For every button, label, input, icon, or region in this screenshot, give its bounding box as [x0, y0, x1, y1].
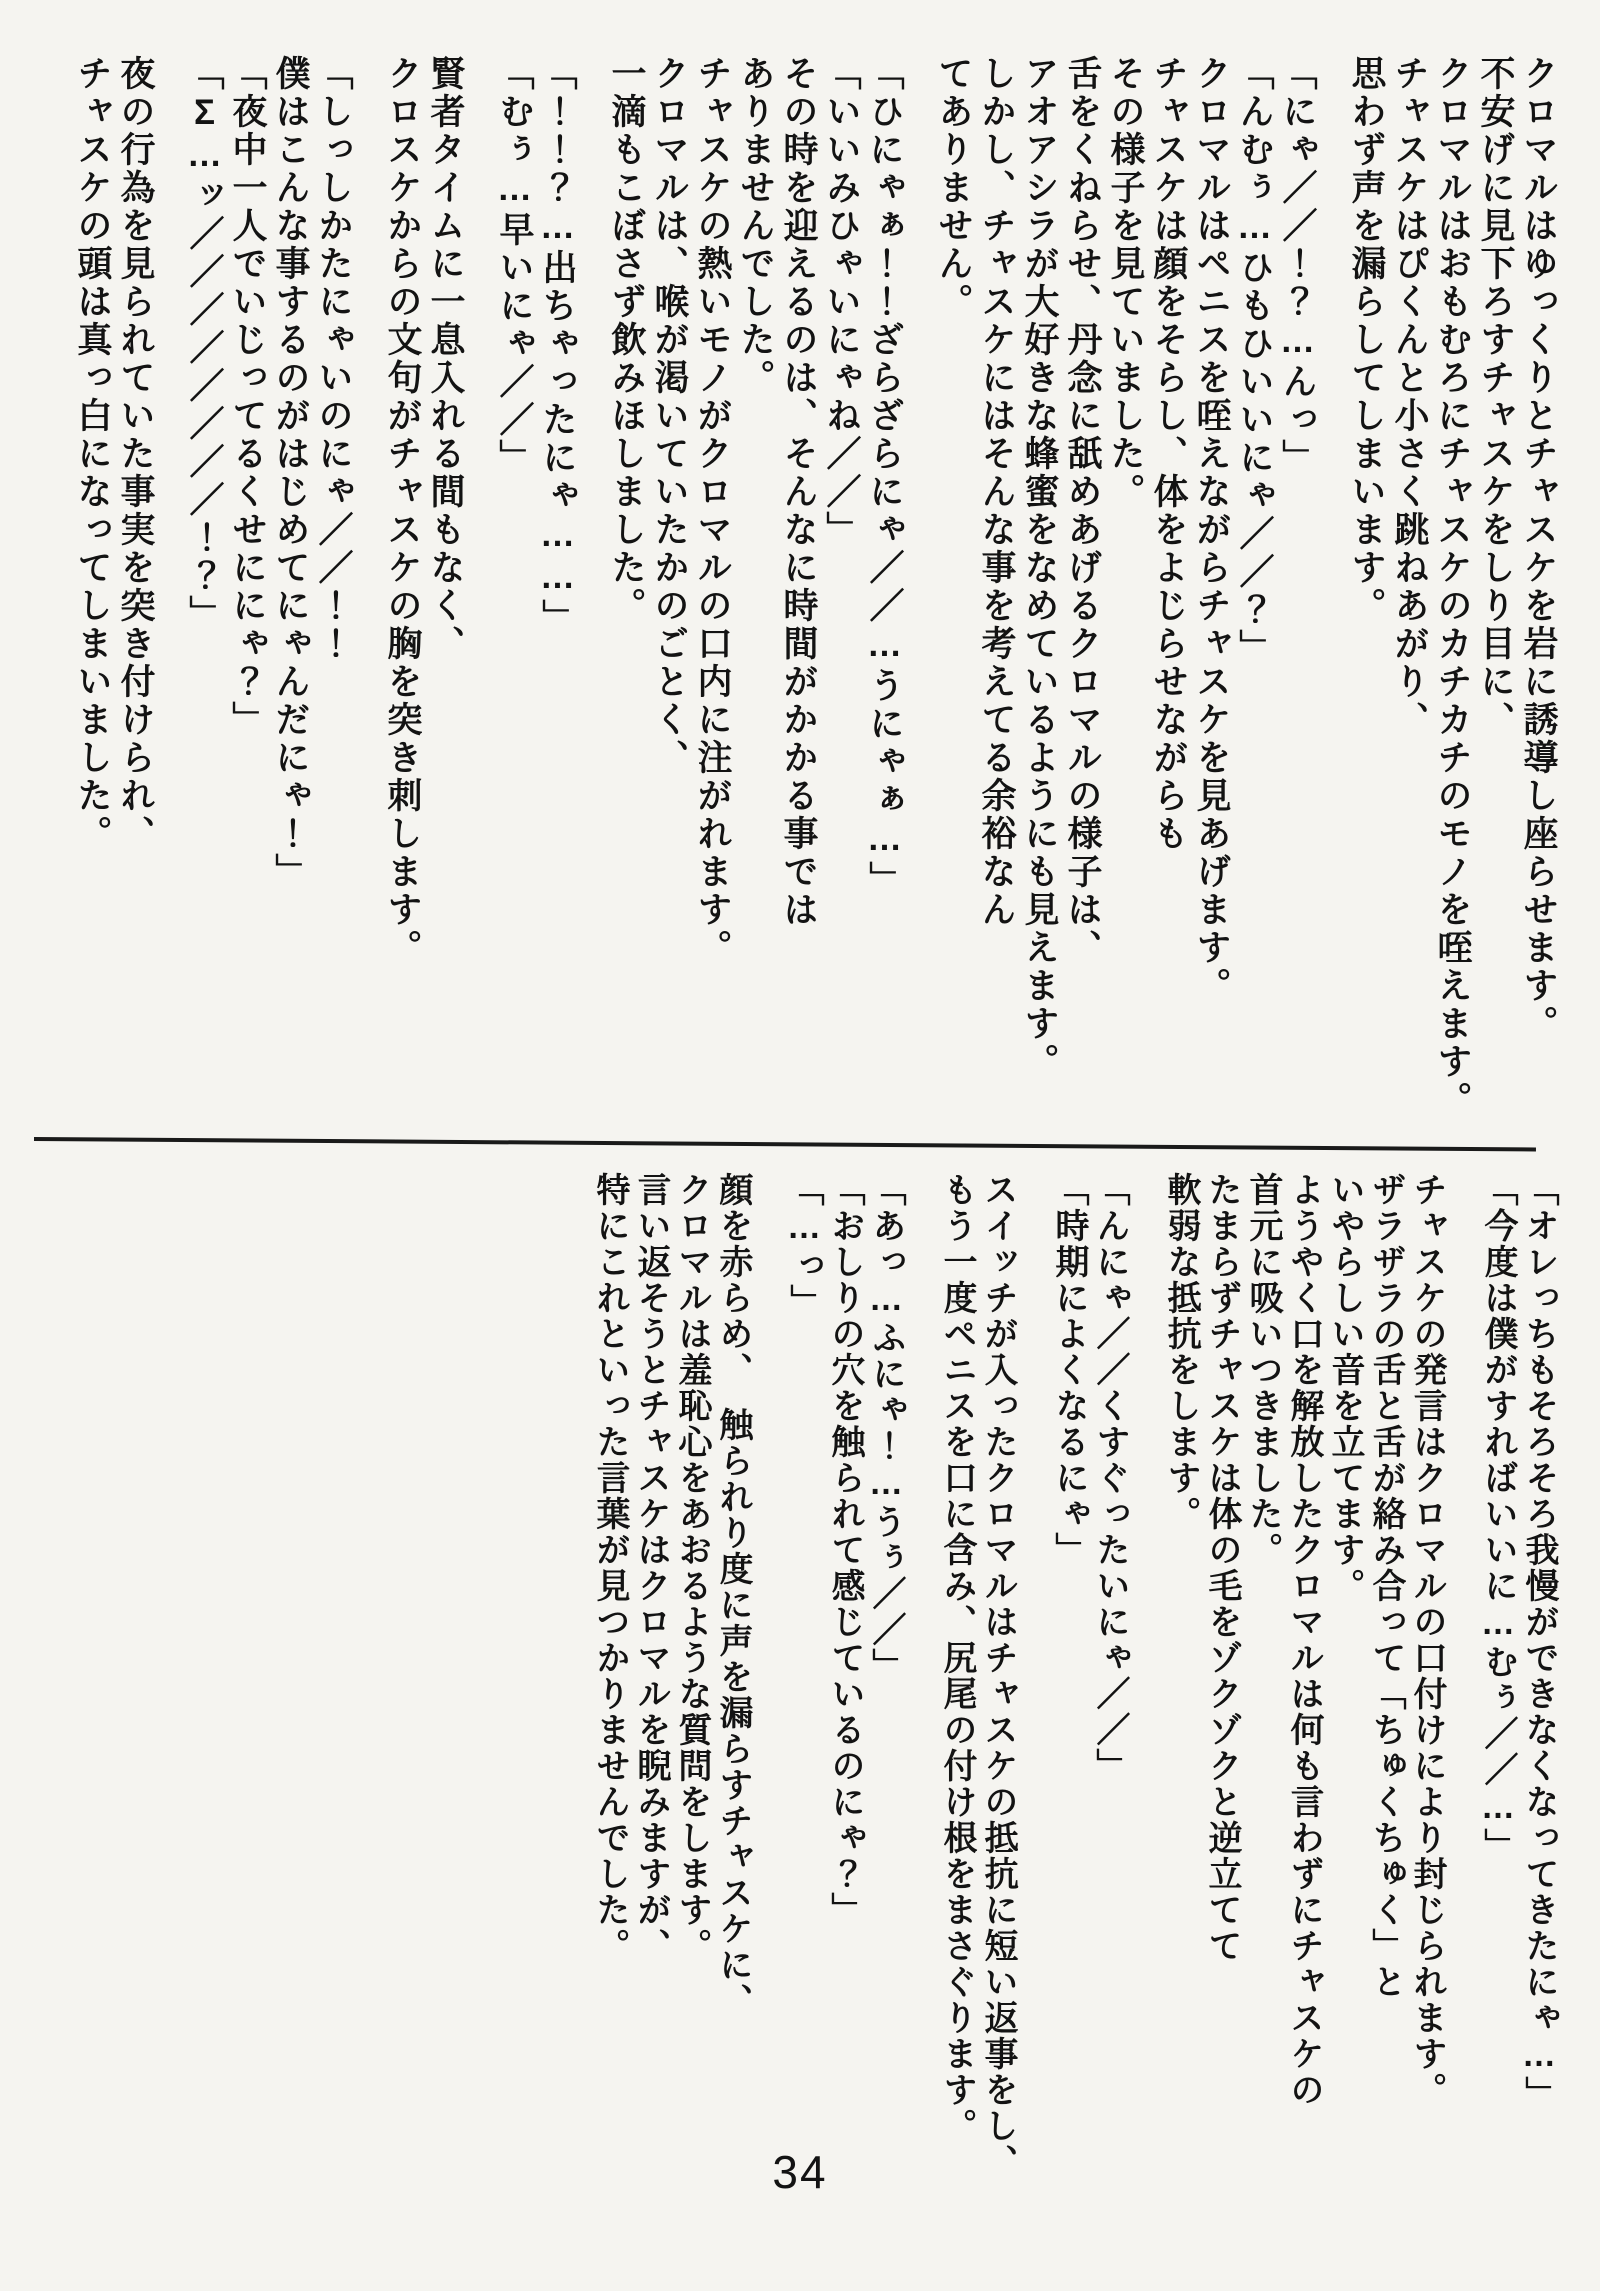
text-column: 僕はこんな事するのがはじめてにゃんだにゃ！」 [271, 55, 310, 891]
text-column: 「時期によくなるにゃ」 [1050, 1172, 1088, 1568]
text-column: チャスケの頭は真っ白になってしまいました。 [73, 55, 112, 853]
text-column: チャスケの発言はクロマルの口付けにより封じられます。 [1408, 1172, 1446, 2108]
story-text-top-section [67, 55, 1556, 1175]
text-column: 舌をくねらせ、丹念に舐めあげるクロマルの様子は、 [1063, 55, 1102, 967]
text-column: 「いいみひゃいにゃね／／」 [822, 55, 861, 549]
paragraph [780, 1172, 903, 1928]
text-column: チャスケは顔をそらし、体をよじらせながらも [1149, 55, 1188, 853]
text-column: 「あっ…ふにゃ！…うぅ／／」 [867, 1172, 905, 1684]
text-column: クロマルは、喉が渇いていたかのごとく、 [650, 55, 689, 777]
text-column: 「！！？…出ちゃったにゃ……」 [538, 55, 577, 637]
text-column: 顔を赤らめ、 触られり度に声を漏らすチャスケに、 [714, 1172, 752, 2019]
text-column: スイッチが入ったクロマルはチャスケの抵抗に短い返事をし、 [979, 1172, 1017, 2180]
paragraph [1341, 55, 1556, 1119]
text-column: その時を迎えるのは、そんなに時間がかかる事では [779, 55, 818, 929]
text-column: 言い返そうとチャスケはクロマルを睨みますが、 [632, 1172, 670, 1964]
text-column: 「今度は僕がすればいいに…むぅ／／…」 [1479, 1172, 1517, 1864]
text-column: 特にこれといった言葉が見つかりませんでした。 [591, 1172, 629, 1964]
text-column: チャスケの熱いモノがクロマルの口内に注がれます。 [693, 55, 732, 967]
text-column: 「夜中一人でいじってるくせににゃ？」 [228, 55, 267, 739]
story-text-bottom-section [586, 1172, 1556, 2242]
text-column: クロマルは羞恥心をあおるような質問をします。 [673, 1172, 711, 1964]
paragraph [601, 55, 816, 967]
text-column: 思わず声を漏らしてしまいます。 [1347, 55, 1386, 625]
paragraph [928, 55, 1229, 1081]
text-column: ありませんでした。 [736, 55, 775, 397]
paragraph [816, 55, 902, 899]
paragraph [1157, 1172, 1444, 2108]
paragraph [1474, 1172, 1556, 2112]
paragraph [933, 1172, 1015, 2180]
text-column: 「にゃ／／！？…んっ」 [1278, 55, 1317, 477]
text-column: 「んむぅ…ひもひいいにゃ／／？」 [1235, 55, 1274, 667]
text-column: 一滴もこぼさず飲みほしました。 [607, 55, 646, 625]
text-column: 賢者タイムに一息入れる間もなく、 [426, 55, 465, 663]
text-column: 軟弱な抵抗をします。 [1162, 1172, 1200, 1532]
text-column: クロマルはゆっくりとチャスケを岩に誘導し座らせます。 [1519, 55, 1558, 1043]
text-column: クロマルはペニスを咥えながらチャスケを見あげます。 [1192, 55, 1231, 1005]
text-column: 「Σ…ッ／／／／／／／／！？」 [185, 55, 224, 633]
text-column: たまらずチャスケは体の毛をゾクゾクと逆立てて [1203, 1172, 1241, 1964]
paragraph [586, 1172, 750, 2019]
text-column: クロマルはおもむろにチャスケのカチカチのモノを咥えます。 [1433, 55, 1472, 1119]
text-column: 「んにゃ／／くすぐったいにゃ／／」 [1091, 1172, 1129, 1784]
page-number: 34 [772, 2146, 828, 2198]
text-column: ようやく口を解放したクロマルは何も言わずにチャスケの [1285, 1172, 1323, 2108]
text-column: もう一度ペニスを口に含み、尻尾の付け根をまさぐります。 [938, 1172, 976, 2144]
text-column: クロスケからの文句がチャスケの胸を突き刺します。 [383, 55, 422, 967]
text-column: 「しっしかたにゃいのにゃ／／！！ [314, 55, 353, 663]
text-column: しかし、チャスケにはそんな事を考えてる余裕なん [977, 55, 1016, 929]
text-column: 「…っ」 [785, 1172, 823, 1320]
text-column: 「オレっちもそろそろ我慢ができなくなってきたにゃ…」 [1520, 1172, 1558, 2112]
paragraph [179, 55, 351, 891]
paragraph [67, 55, 153, 853]
paragraph [1229, 55, 1315, 667]
text-column: 「むぅ…早いにゃ／／」 [495, 55, 534, 477]
text-column: てありません。 [934, 55, 973, 321]
text-column: 不安げに見下ろすチャスケをしり目に、 [1476, 55, 1515, 739]
text-column: チャスケはぴくんと小さく跳ねあがり、 [1390, 55, 1429, 739]
paragraph [377, 55, 463, 967]
text-column: アオアシラが大好きな蜂蜜をなめているようにも見えます。 [1020, 55, 1059, 1081]
text-column: 首元に吸いつきました。 [1244, 1172, 1282, 1568]
text-column: 「ひにゃぁ！！ざらざらにゃ／／…うにゃぁ…」 [865, 55, 904, 899]
text-column: 「おしりの穴を触られて感じているのにゃ？」 [826, 1172, 864, 1928]
text-column: その様子を見ていました。 [1106, 55, 1145, 511]
paragraph [1045, 1172, 1127, 1784]
text-column: いやらしい音を立てます。 [1326, 1172, 1364, 1604]
paragraph [489, 55, 575, 637]
text-column: 夜の行為を見られていた事実を突き付けられ、 [116, 55, 155, 853]
text-column: ザラザラの舌と舌が絡み合って「ちゅくちゅく」と [1367, 1172, 1405, 2000]
